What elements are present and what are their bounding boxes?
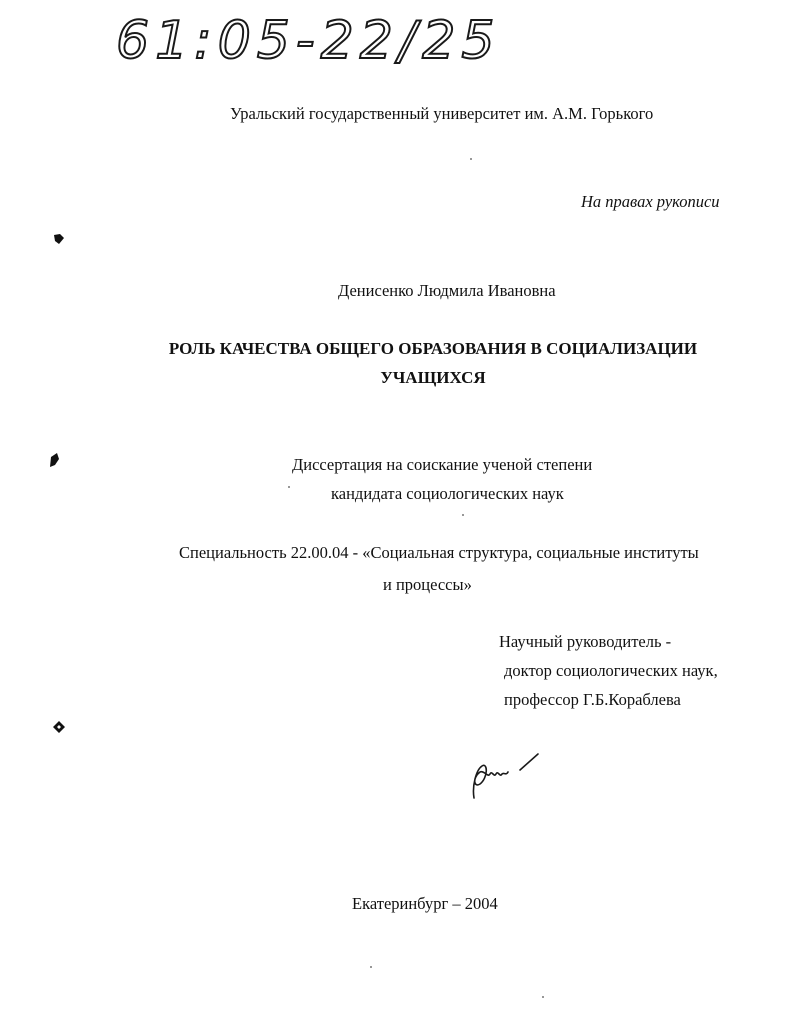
specialty-line-1: Специальность 22.00.04 - «Социальная структура, социальные институты xyxy=(179,543,699,562)
scan-speck xyxy=(370,966,372,968)
specialty-line-2: и процессы» xyxy=(383,575,472,594)
margin-mark-icon xyxy=(52,720,66,734)
university-name: Уральский государственный университет им. А.М. Горького xyxy=(230,104,654,123)
handwritten-archive-code xyxy=(110,8,530,70)
scan-speck xyxy=(462,514,464,516)
dissertation-title-line-2: УЧАЩИХСЯ xyxy=(380,368,486,387)
signature-icon xyxy=(462,748,542,804)
margin-mark-icon xyxy=(47,451,61,465)
scan-speck xyxy=(542,996,544,998)
city-and-year: Екатеринбург – 2004 xyxy=(352,894,498,913)
author-name: Денисенко Людмила Ивановна xyxy=(338,281,556,300)
archive-code-text: 61:05-22/25 xyxy=(116,11,501,70)
manuscript-rights-note: На правах рукописи xyxy=(581,192,720,211)
degree-line-2: кандидата социологических наук xyxy=(331,484,564,503)
supervisor-label: Научный руководитель - xyxy=(499,632,672,651)
degree-line-1: Диссертация на соискание ученой степени xyxy=(292,455,593,474)
dissertation-title-line-1: РОЛЬ КАЧЕСТВА ОБЩЕГО ОБРАЗОВАНИЯ В СОЦИАЛИЗАЦИИ xyxy=(168,339,698,358)
supervisor-name: профессор Г.Б.Кораблева xyxy=(504,690,681,709)
margin-mark-icon xyxy=(52,232,66,246)
supervisor-degree: доктор социологических наук, xyxy=(504,661,718,680)
scan-speck xyxy=(470,158,472,160)
scan-speck xyxy=(288,486,290,488)
